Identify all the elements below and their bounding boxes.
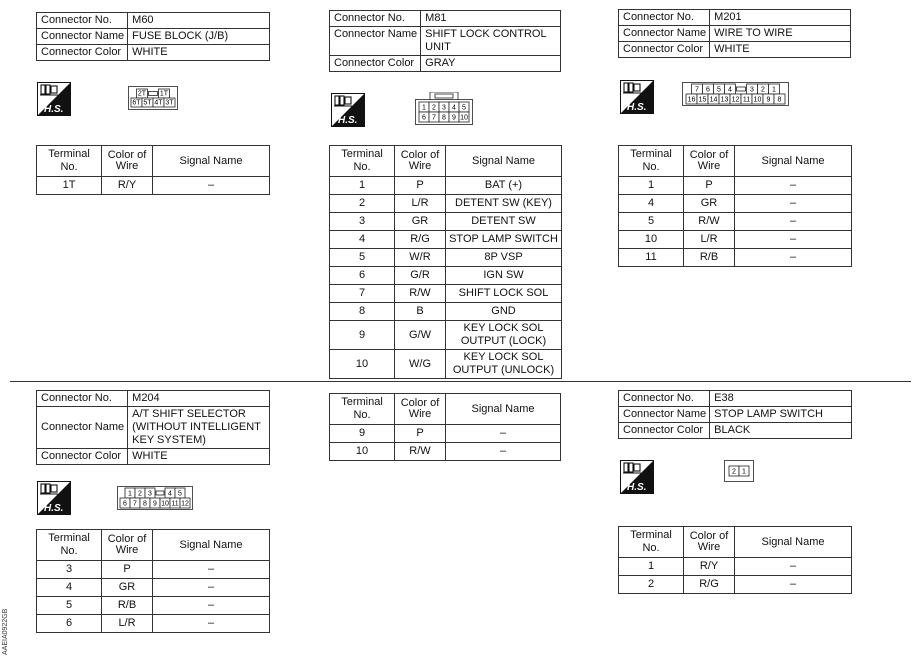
- wire-color-cell: R/B: [102, 597, 153, 615]
- terminal-no-cell: 5: [330, 249, 395, 267]
- connector-key: [156, 491, 164, 495]
- signal-name-header: Signal Name: [153, 146, 270, 177]
- pin-label: 3T: [165, 99, 174, 107]
- signal-name-cell: –: [735, 231, 852, 249]
- svg-text:H.S.: H.S.: [627, 482, 647, 493]
- pin-label: 1: [422, 104, 426, 112]
- wire-color-cell: GR: [684, 195, 735, 213]
- wire-color-header: Color of Wire: [395, 394, 446, 425]
- connector-info-e38: [618, 390, 852, 439]
- connector-color-label: Connector Color: [37, 449, 128, 465]
- connector-info-m60: [36, 12, 270, 61]
- wire-color-cell: P: [395, 177, 446, 195]
- signal-name-cell: STOP LAMP SWITCH: [446, 231, 562, 249]
- table-row: [330, 177, 562, 195]
- connector-name-label: Connector Name: [37, 29, 128, 45]
- signal-name-cell: –: [446, 443, 561, 461]
- pin-label: 3: [148, 490, 152, 498]
- signal-name-cell: –: [735, 177, 852, 195]
- terminal-table-continued: [329, 393, 561, 461]
- terminal-table-m201: [618, 145, 852, 267]
- terminal-no-cell: 1: [330, 177, 395, 195]
- terminal-no-cell: 1: [619, 177, 684, 195]
- harness-side-icon: [331, 93, 365, 127]
- terminal-no-cell: 4: [330, 231, 395, 249]
- table-row: [330, 285, 562, 303]
- connector-color-label: Connector Color: [619, 42, 710, 58]
- pin-label: 4: [168, 490, 172, 498]
- pin-label: 4: [452, 104, 456, 112]
- terminal-no-header: Terminal No.: [37, 530, 102, 561]
- pin-label: 1: [772, 86, 776, 94]
- table-row: [37, 597, 270, 615]
- section-divider: [10, 381, 911, 382]
- svg-text:H.S.: H.S.: [44, 503, 64, 514]
- table-row: [619, 177, 852, 195]
- pin-label: 9: [766, 96, 771, 104]
- svg-text:H.S.: H.S.: [338, 115, 358, 126]
- connector-name-value: STOP LAMP SWITCH: [710, 407, 852, 423]
- terminal-no-cell: 11: [619, 249, 684, 267]
- pin-label: 8: [442, 114, 446, 122]
- pin-label: 10: [753, 96, 762, 104]
- connector-name-value: WIRE TO WIRE: [710, 26, 851, 42]
- table-row: [619, 558, 852, 576]
- wire-color-header: Color of Wire: [684, 146, 735, 177]
- wire-color-cell: L/R: [684, 231, 735, 249]
- signal-name-cell: –: [153, 597, 270, 615]
- pin-label: 10: [460, 114, 468, 122]
- pin-label: 7: [432, 114, 436, 122]
- terminal-no-cell: 4: [619, 195, 684, 213]
- terminal-no-header: Terminal No.: [330, 146, 395, 177]
- signal-name-cell: KEY LOCK SOL OUTPUT (UNLOCK): [446, 350, 562, 379]
- terminal-no-cell: 2: [330, 195, 395, 213]
- signal-name-cell: BAT (+): [446, 177, 562, 195]
- wire-color-cell: W/G: [395, 350, 446, 379]
- connector-name-value: SHIFT LOCK CONTROL UNIT: [421, 27, 561, 56]
- table-row: [619, 249, 852, 267]
- terminal-no-cell: 5: [37, 597, 102, 615]
- wire-color-cell: R/W: [395, 443, 446, 461]
- wire-color-cell: L/R: [102, 615, 153, 633]
- connector-latch-slot: [435, 94, 453, 98]
- connector-info-m201: [618, 9, 851, 58]
- wire-color-cell: R/G: [395, 231, 446, 249]
- pin-label: 2: [138, 490, 142, 498]
- pin-label: 6T: [132, 99, 141, 107]
- harness-side-icon: [37, 481, 71, 515]
- wire-color-header: Color of Wire: [102, 146, 153, 177]
- table-row: [37, 579, 270, 597]
- connector-name-label: Connector Name: [619, 407, 710, 423]
- signal-name-cell: –: [153, 177, 270, 195]
- terminal-no-cell: 2: [619, 576, 684, 594]
- table-row: [330, 321, 562, 350]
- terminal-header-row: [330, 394, 561, 425]
- connector-info-m81: [329, 10, 561, 72]
- wire-color-cell: P: [395, 425, 446, 443]
- page-code: AAEIA0922GB: [2, 608, 9, 655]
- pin-label: 2T: [137, 90, 147, 98]
- table-row: [330, 213, 562, 231]
- wire-color-cell: R/B: [684, 249, 735, 267]
- pin-label: 2: [732, 468, 736, 476]
- connector-color-value: WHITE: [128, 45, 270, 61]
- terminal-no-cell: 10: [619, 231, 684, 249]
- harness-side-icon: [620, 460, 654, 494]
- pin-label: 9: [153, 500, 157, 508]
- wire-color-header: Color of Wire: [395, 146, 446, 177]
- wire-color-cell: P: [684, 177, 735, 195]
- signal-name-cell: –: [153, 561, 270, 579]
- wire-color-cell: R/W: [395, 285, 446, 303]
- connector-no-label: Connector No.: [619, 391, 710, 407]
- terminal-no-header: Terminal No.: [619, 527, 684, 558]
- terminal-no-header: Terminal No.: [37, 146, 102, 177]
- connector-no-label: Connector No.: [330, 11, 421, 27]
- terminal-no-cell: 6: [330, 267, 395, 285]
- signal-name-cell: –: [153, 615, 270, 633]
- signal-name-header: Signal Name: [735, 527, 852, 558]
- signal-name-cell: –: [735, 213, 852, 231]
- pin-label: 5: [178, 490, 182, 498]
- wire-color-cell: R/Y: [684, 558, 735, 576]
- wire-color-header: Color of Wire: [102, 530, 153, 561]
- connector-face-e38: [724, 460, 756, 486]
- signal-name-cell: –: [735, 576, 852, 594]
- table-row: [330, 195, 562, 213]
- terminal-no-cell: 9: [330, 321, 395, 350]
- connector-no-value: M201: [710, 10, 851, 26]
- connector-name-label: Connector Name: [330, 27, 421, 56]
- terminal-header-row: [330, 146, 562, 177]
- terminal-no-cell: 10: [330, 350, 395, 379]
- terminal-no-cell: 10: [330, 443, 395, 461]
- signal-name-cell: GND: [446, 303, 562, 321]
- pin-label: 12: [731, 96, 740, 104]
- connector-color-value: BLACK: [710, 423, 852, 439]
- signal-name-cell: 8P VSP: [446, 249, 562, 267]
- connector-color-value: WHITE: [128, 449, 270, 465]
- connector-face-m60: [128, 86, 178, 112]
- pin-label: 4T: [154, 99, 163, 107]
- table-row: [37, 561, 270, 579]
- terminal-no-cell: 3: [37, 561, 102, 579]
- connector-key: [149, 92, 158, 96]
- connector-color-label: Connector Color: [619, 423, 710, 439]
- wire-color-cell: G/R: [395, 267, 446, 285]
- pin-label: 10: [161, 500, 169, 508]
- signal-name-cell: DETENT SW: [446, 213, 562, 231]
- terminal-table-m81: [329, 145, 562, 379]
- terminal-table-m60: [36, 145, 270, 195]
- pin-label: 6: [706, 86, 710, 94]
- wire-color-cell: GR: [395, 213, 446, 231]
- pin-label: 4: [728, 86, 732, 94]
- pin-label: 6: [422, 114, 426, 122]
- table-row: [619, 576, 852, 594]
- pin-label: 2: [432, 104, 436, 112]
- pin-label: 7: [133, 500, 137, 508]
- connector-info-m204: [36, 390, 270, 465]
- terminal-no-cell: 3: [330, 213, 395, 231]
- svg-text:H.S.: H.S.: [44, 104, 64, 115]
- pin-label: 7: [695, 86, 699, 94]
- pin-label: 2: [761, 86, 765, 94]
- terminal-table-m204: [36, 529, 270, 633]
- connector-face-m81: [415, 92, 475, 134]
- table-row: [619, 213, 852, 231]
- connector-face-m201: [682, 82, 798, 108]
- signal-name-cell: –: [446, 425, 561, 443]
- table-row: [330, 303, 562, 321]
- table-row: [619, 231, 852, 249]
- connector-color-label: Connector Color: [330, 56, 421, 72]
- connector-color-label: Connector Color: [37, 45, 128, 61]
- harness-side-icon: [37, 82, 71, 116]
- terminal-header-row: [619, 146, 852, 177]
- connector-name-value: FUSE BLOCK (J/B): [128, 29, 270, 45]
- pin-label: 11: [742, 96, 751, 104]
- table-row: [330, 350, 562, 379]
- connector-name-label: Connector Name: [37, 407, 128, 449]
- wire-color-cell: R/Y: [102, 177, 153, 195]
- svg-text:H.S.: H.S.: [627, 102, 647, 113]
- wire-color-header: Color of Wire: [684, 527, 735, 558]
- terminal-no-cell: 1T: [37, 177, 102, 195]
- pin-label: 5T: [143, 99, 152, 107]
- pin-label: 9: [452, 114, 456, 122]
- signal-name-cell: IGN SW: [446, 267, 562, 285]
- table-row: [330, 267, 562, 285]
- wire-color-cell: P: [102, 561, 153, 579]
- signal-name-cell: –: [153, 579, 270, 597]
- connector-no-value: E38: [710, 391, 852, 407]
- pin-label: 6: [123, 500, 127, 508]
- pin-label: 15: [698, 96, 707, 104]
- pin-label: 1: [742, 468, 746, 476]
- wire-color-cell: W/R: [395, 249, 446, 267]
- terminal-no-cell: 9: [330, 425, 395, 443]
- wire-color-cell: R/W: [684, 213, 735, 231]
- terminal-no-cell: 8: [330, 303, 395, 321]
- pin-label: 3: [442, 104, 446, 112]
- connector-name-value: A/T SHIFT SELECTOR (WITHOUT INTELLIGENT KEY SYSTEM): [128, 407, 270, 449]
- wire-color-cell: G/W: [395, 321, 446, 350]
- pin-label: 12: [181, 500, 189, 508]
- wire-color-cell: R/G: [684, 576, 735, 594]
- connector-no-value: M204: [128, 391, 270, 407]
- connector-no-value: M60: [128, 13, 270, 29]
- connector-face-m204: [117, 486, 203, 512]
- terminal-no-header: Terminal No.: [619, 146, 684, 177]
- connector-no-value: M81: [421, 11, 561, 27]
- harness-side-icon: [620, 80, 654, 114]
- wire-color-cell: L/R: [395, 195, 446, 213]
- connector-color-value: GRAY: [421, 56, 561, 72]
- signal-name-cell: –: [735, 558, 852, 576]
- signal-name-cell: –: [735, 249, 852, 267]
- table-row: [619, 195, 852, 213]
- pin-label: 1T: [159, 90, 169, 98]
- table-row: [330, 425, 561, 443]
- connector-color-value: WHITE: [710, 42, 851, 58]
- connector-no-label: Connector No.: [37, 391, 128, 407]
- signal-name-header: Signal Name: [735, 146, 852, 177]
- pin-label: 13: [720, 96, 729, 104]
- table-row: [37, 177, 270, 195]
- connector-key: [737, 87, 746, 91]
- terminal-no-cell: 1: [619, 558, 684, 576]
- signal-name-cell: –: [735, 195, 852, 213]
- terminal-no-header: Terminal No.: [330, 394, 395, 425]
- pin-label: 5: [717, 86, 721, 94]
- wire-color-cell: B: [395, 303, 446, 321]
- table-row: [37, 615, 270, 633]
- wire-color-cell: GR: [102, 579, 153, 597]
- terminal-no-cell: 6: [37, 615, 102, 633]
- table-row: [330, 249, 562, 267]
- terminal-header-row: [619, 527, 852, 558]
- terminal-header-row: [37, 530, 270, 561]
- pin-label: 14: [709, 96, 718, 104]
- signal-name-header: Signal Name: [446, 394, 561, 425]
- signal-name-header: Signal Name: [153, 530, 270, 561]
- table-row: [330, 443, 561, 461]
- connector-no-label: Connector No.: [37, 13, 128, 29]
- signal-name-cell: DETENT SW (KEY): [446, 195, 562, 213]
- pin-label: 8: [143, 500, 147, 508]
- pin-label: 11: [171, 500, 179, 508]
- terminal-no-cell: 4: [37, 579, 102, 597]
- table-row: [330, 231, 562, 249]
- pin-label: 1: [128, 490, 132, 498]
- connector-no-label: Connector No.: [619, 10, 710, 26]
- signal-name-header: Signal Name: [446, 146, 562, 177]
- pin-label: 3: [750, 86, 754, 94]
- signal-name-cell: SHIFT LOCK SOL: [446, 285, 562, 303]
- terminal-no-cell: 7: [330, 285, 395, 303]
- pin-label: 5: [462, 104, 466, 112]
- terminal-table-e38: [618, 526, 852, 594]
- terminal-no-cell: 5: [619, 213, 684, 231]
- pin-label: 16: [687, 96, 696, 104]
- terminal-header-row: [37, 146, 270, 177]
- pin-label: 8: [777, 96, 782, 104]
- connector-name-label: Connector Name: [619, 26, 710, 42]
- signal-name-cell: KEY LOCK SOL OUTPUT (LOCK): [446, 321, 562, 350]
